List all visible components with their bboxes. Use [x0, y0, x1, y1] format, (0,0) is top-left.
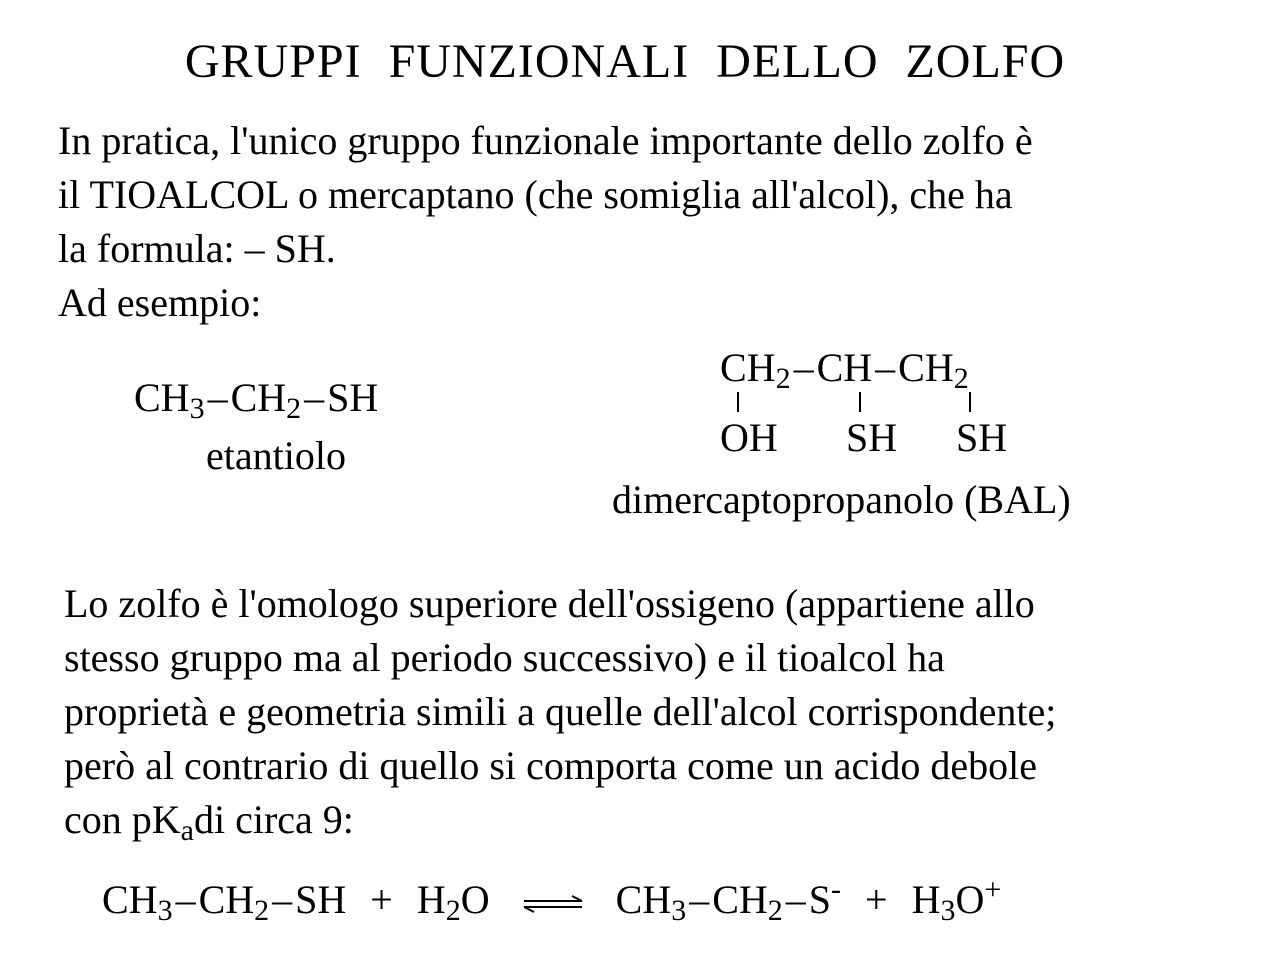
body-line: proprietà e geometria simili a quelle dell'alcol corrispondente;	[64, 689, 1057, 734]
bal-chain: $CH_2-CH-CH_2$	[720, 345, 969, 395]
bond: –	[793, 345, 814, 390]
bal-substituent-oh: OH	[720, 415, 778, 460]
bond: –	[175, 877, 196, 922]
bal-substituent-sh: SH	[846, 415, 898, 460]
slide-title: GRUPPI FUNZIONALI DELLO ZOLFO	[184, 35, 1066, 88]
bond: –	[785, 877, 806, 922]
vertical-bond	[737, 392, 739, 412]
intro-line: In pratica, l'unico gruppo funzionale importante dello zolfo è	[58, 118, 1033, 163]
ethanethiol-name: etantiolo	[206, 433, 346, 478]
pka-line: con $pK_adi$ circa 9:	[64, 797, 354, 847]
bond: –	[207, 375, 228, 420]
ionization-reaction: $CH_3-CH_2-SH + H_2O$ $CH_3-CH_2-S^- + H_3O^+$	[102, 873, 1002, 927]
ethanethiol-formula: $CH_3-CH_2-SH$	[134, 375, 379, 425]
body-paragraph	[64, 577, 1056, 847]
vertical-bond	[859, 392, 861, 412]
intro-line: la formula: – SH.	[58, 226, 336, 271]
intro-line: Ad esempio:	[58, 280, 262, 325]
bal-name: dimercaptopropanolo (BAL)	[612, 477, 1071, 522]
vertical-bond	[969, 392, 971, 412]
bond: –	[272, 877, 293, 922]
intro-paragraph	[58, 114, 1033, 330]
bal-substituent-sh: SH	[956, 415, 1008, 460]
bond: –	[304, 375, 325, 420]
body-line: però al contrario di quello si comporta come un acido debole	[64, 743, 1038, 788]
intro-line: il TIOALCOL o mercaptano (che somiglia all'alcol), che ha	[58, 172, 1013, 217]
bond: –	[689, 877, 710, 922]
bond: –	[875, 345, 896, 390]
equilibrium-arrow-icon	[520, 894, 586, 914]
body-line: Lo zolfo è l'omologo superiore dell'ossigeno (appartiene allo	[64, 581, 1035, 626]
plus-sign: +	[370, 877, 393, 922]
plus-sign: +	[865, 877, 888, 922]
body-line: stesso gruppo ma al periodo successivo) e il tioalcol ha	[64, 635, 945, 680]
